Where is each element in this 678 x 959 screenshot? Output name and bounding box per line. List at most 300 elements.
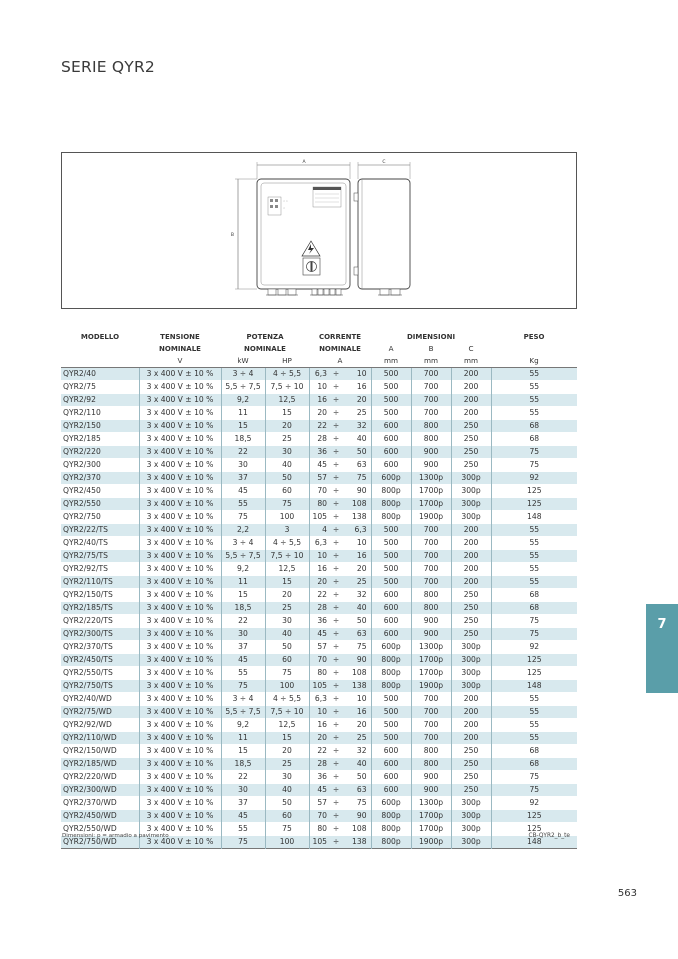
table-row (61, 563, 577, 576)
cell-power-hp: 15 (265, 407, 309, 420)
cell-model: QYR2/185 (61, 433, 139, 446)
cell-power-kw: 55 (221, 667, 265, 680)
cell-dim-c: 300p (451, 667, 491, 680)
cell-weight: 68 (491, 602, 577, 615)
cell-current-min: 6,3 (314, 694, 327, 703)
cell-dim-b: 800 (411, 589, 451, 602)
cell-dim-a: 500 (371, 719, 411, 732)
cell-dim-a: 500 (371, 706, 411, 719)
cell-voltage: 3 x 400 V ± 10 % (139, 758, 221, 771)
cell-current-sep: ÷ (332, 434, 340, 443)
cell-current-min: 10 (309, 550, 327, 563)
cell-weight: 55 (491, 706, 577, 719)
cell-weight: 75 (529, 616, 540, 625)
header-unit-hp: HP (265, 355, 309, 368)
cell-model: QYR2/40 (61, 368, 139, 381)
cell-dim-a: 800p (371, 511, 411, 524)
cell-power-hp: 4 ÷ 5,5 (265, 368, 309, 381)
cell-dim-c: 300p (451, 680, 491, 693)
cell-current-max: 25 (345, 407, 371, 420)
page-title: SERIE QYR2 (61, 58, 155, 76)
cell-dim-a: 600 (371, 589, 411, 602)
cell-weight: 75 (491, 784, 577, 797)
cell-dim-b: 1300p (411, 641, 451, 654)
cell-dim-b: 700 (411, 537, 451, 550)
cell-dim-a: 600 (371, 758, 411, 771)
cell-current-max: 75 (345, 472, 371, 485)
cell-power-hp: 40 (265, 628, 309, 641)
cell-voltage: 3 x 400 V ± 10 % (139, 589, 221, 602)
cell-power-kw: 3 ÷ 4 (221, 693, 265, 706)
cell-dim-b: 1700p (411, 823, 451, 836)
cell-power-kw: 30 (221, 459, 265, 472)
cell-current-sep: ÷ (327, 602, 345, 615)
table-row (61, 407, 577, 420)
cell-current-sep: ÷ (327, 524, 345, 537)
cell-weight: 68 (529, 746, 540, 755)
cell-dim-c: 300p (451, 498, 491, 511)
cell-weight: 125 (491, 810, 577, 823)
cell-dim-c: 250 (451, 602, 491, 615)
table-row (61, 719, 577, 732)
table-row (61, 550, 577, 563)
header-unit-mm-a: mm (371, 355, 411, 368)
cell-power-hp: 75 (265, 823, 309, 836)
cell-current-sep: ÷ (332, 668, 340, 677)
cell-dim-b: 900 (411, 771, 451, 784)
cell-dim-b: 900 (411, 459, 451, 472)
cell-dim-b: 800 (411, 758, 451, 771)
cell-model: QYR2/40/WD (61, 693, 139, 706)
cell-current-sep: ÷ (327, 498, 345, 511)
cell-dim-a: 500 (371, 537, 411, 550)
cell-dim-a: 600 (371, 771, 411, 784)
svg-text:⚬: ⚬ (283, 207, 286, 210)
cell-current-sep: ÷ (327, 784, 345, 797)
cell-dim-b: 700 (411, 368, 451, 381)
chapter-tab: 7 (646, 604, 678, 693)
table-row (61, 537, 577, 550)
header-unit-a: A (309, 355, 371, 368)
cell-weight: 55 (491, 576, 577, 589)
cell-power-hp: 20 (265, 589, 309, 602)
cell-power-kw: 18,5 (221, 433, 265, 446)
cell-dim-a: 600 (371, 459, 411, 472)
cell-weight: 92 (491, 472, 577, 485)
cell-model: QYR2/150/WD (61, 745, 139, 758)
cell-current-min: 28 (317, 434, 327, 443)
cell-weight: 92 (529, 798, 540, 807)
cell-weight: 148 (491, 680, 577, 693)
cell-current-max: 108 (345, 498, 371, 511)
cell-current-min: 45 (317, 460, 327, 469)
cell-dim-b: 900 (411, 784, 451, 797)
cell-current-min: 70 (309, 654, 327, 667)
cell-model: QYR2/300/TS (61, 628, 139, 641)
enclosure-drawing (62, 153, 578, 310)
cell-current-max: 63 (345, 459, 371, 472)
cell-current-max: 16 (345, 706, 371, 719)
cell-weight: 125 (527, 668, 542, 677)
cell-weight: 75 (491, 628, 577, 641)
cell-power-kw: 11 (221, 407, 265, 420)
cell-dim-c: 300p (451, 836, 491, 849)
cell-power-kw: 75 (221, 680, 265, 693)
cell-power-kw: 37 (221, 797, 265, 810)
cell-current-min: 22 (317, 590, 327, 599)
cell-dim-b: 800 (411, 420, 451, 433)
cell-power-kw: 45 (221, 485, 265, 498)
cell-dim-a: 500 (371, 550, 411, 563)
cell-dim-c: 300p (451, 511, 491, 524)
cell-power-kw: 15 (221, 745, 265, 758)
cell-power-hp: 4 ÷ 5,5 (265, 693, 309, 706)
table-row (61, 602, 577, 615)
cell-dim-c: 300p (451, 823, 491, 836)
cell-power-kw: 3 ÷ 4 (221, 537, 265, 550)
cell-current-sep: ÷ (327, 550, 345, 563)
cell-dim-c: 200 (451, 537, 491, 550)
cell-weight: 55 (529, 538, 540, 547)
cell-current-max: 10 (345, 693, 371, 706)
cell-model: QYR2/220/TS (61, 615, 139, 628)
cell-current-max: 40 (345, 433, 371, 446)
cell-power-hp: 20 (265, 420, 309, 433)
table-row (61, 758, 577, 771)
cell-voltage: 3 x 400 V ± 10 % (139, 563, 221, 576)
cell-power-hp: 15 (265, 732, 309, 745)
cell-power-kw: 18,5 (221, 602, 265, 615)
cell-voltage: 3 x 400 V ± 10 % (139, 524, 221, 537)
cell-dim-b: 1700p (411, 498, 451, 511)
cell-current-min: 22 (309, 420, 327, 433)
cell-current-sep: ÷ (332, 564, 340, 573)
cell-dim-c: 200 (451, 550, 491, 563)
cell-weight: 55 (491, 732, 577, 745)
cell-current-max: 40 (345, 602, 371, 615)
table-row (61, 511, 577, 524)
cell-current-max: 20 (345, 563, 371, 576)
cell-dim-b: 800 (411, 745, 451, 758)
cell-dim-a: 800p (371, 485, 411, 498)
cell-voltage: 3 x 400 V ± 10 % (139, 446, 221, 459)
table-row (61, 368, 577, 381)
cell-current-min: 22 (317, 746, 327, 755)
enclosure-side (358, 179, 410, 289)
cell-voltage: 3 x 400 V ± 10 % (139, 628, 221, 641)
code-reference: CB-QYR2_b_te (528, 833, 570, 839)
cell-power-hp: 100 (265, 511, 309, 524)
cell-weight: 75 (529, 772, 540, 781)
cell-dim-b: 700 (411, 576, 451, 589)
cell-current-sep: ÷ (332, 382, 340, 391)
cell-current-min: 16 (309, 394, 327, 407)
cell-current-min: 57 (317, 798, 327, 807)
cell-model: QYR2/370/WD (61, 797, 139, 810)
cell-weight: 75 (491, 446, 577, 459)
cell-weight: 92 (529, 642, 540, 651)
header-modello: MODELLO (80, 333, 120, 341)
cell-model: QYR2/92/TS (61, 563, 139, 576)
cell-current-sep: ÷ (332, 408, 340, 417)
cell-dim-a: 600p (371, 641, 411, 654)
cell-power-kw: 30 (221, 628, 265, 641)
cell-dim-c: 250 (451, 771, 491, 784)
cell-power-hp: 30 (265, 771, 309, 784)
header-unit-mm-b: mm (411, 355, 451, 368)
cell-power-hp: 100 (265, 836, 309, 849)
cell-weight: 68 (529, 590, 540, 599)
header-dim-a: A (388, 344, 394, 353)
cell-dim-a: 600 (371, 446, 411, 459)
cell-voltage: 3 x 400 V ± 10 % (139, 602, 221, 615)
cell-weight: 55 (529, 564, 540, 573)
table-row (61, 589, 577, 602)
cell-voltage: 3 x 400 V ± 10 % (139, 641, 221, 654)
cell-current-sep: ÷ (327, 446, 345, 459)
cell-voltage: 3 x 400 V ± 10 % (139, 771, 221, 784)
cell-model: QYR2/110 (61, 407, 139, 420)
cell-dim-c: 250 (451, 589, 491, 602)
cell-dim-a: 600 (371, 628, 411, 641)
cell-current-min: 36 (309, 446, 327, 459)
table-row (61, 797, 577, 810)
cell-weight: 55 (491, 550, 577, 563)
cell-dim-a: 500 (371, 407, 411, 420)
cell-current-max: 90 (345, 654, 371, 667)
cell-current-sep: ÷ (327, 420, 345, 433)
cell-power-hp: 50 (265, 641, 309, 654)
cell-model: QYR2/450/WD (61, 810, 139, 823)
cell-dim-c: 250 (451, 628, 491, 641)
table-row (61, 615, 577, 628)
cell-dim-c: 200 (451, 368, 491, 381)
cell-current-sep: ÷ (332, 824, 340, 833)
cell-current-max: 90 (345, 810, 371, 823)
cell-power-kw: 22 (221, 771, 265, 784)
cell-current-max: 32 (345, 420, 371, 433)
cell-current-max: 138 (345, 836, 371, 849)
cell-current-max: 25 (345, 576, 371, 589)
cell-dim-a: 500 (371, 368, 411, 381)
cell-voltage: 3 x 400 V ± 10 % (139, 511, 221, 524)
cell-voltage: 3 x 400 V ± 10 % (139, 498, 221, 511)
cell-weight: 55 (529, 720, 540, 729)
cell-current-max: 138 (345, 680, 371, 693)
cell-power-hp: 75 (265, 667, 309, 680)
cell-dim-c: 200 (451, 524, 491, 537)
cell-voltage: 3 x 400 V ± 10 % (139, 719, 221, 732)
header-tensione-sub: NOMINALE (159, 345, 201, 353)
cell-weight: 55 (491, 394, 577, 407)
cell-power-hp: 7,5 ÷ 10 (265, 550, 309, 563)
cell-voltage: 3 x 400 V ± 10 % (139, 836, 221, 849)
cell-model: QYR2/110/TS (61, 576, 139, 589)
cell-current-sep: ÷ (332, 486, 340, 495)
cell-dim-a: 500 (371, 563, 411, 576)
table-row (61, 381, 577, 394)
cell-model: QYR2/370/TS (61, 641, 139, 654)
cell-power-hp: 12,5 (265, 394, 309, 407)
cell-model: QYR2/92 (61, 394, 139, 407)
cell-current-min: 16 (317, 720, 327, 729)
cell-dim-a: 800p (371, 498, 411, 511)
cell-voltage: 3 x 400 V ± 10 % (139, 368, 221, 381)
cell-voltage: 3 x 400 V ± 10 % (139, 381, 221, 394)
cell-dim-a: 600p (371, 472, 411, 485)
cell-model: QYR2/370 (61, 472, 139, 485)
cell-current-min: 6,3 (314, 538, 327, 547)
cell-dim-c: 300p (451, 641, 491, 654)
cell-voltage: 3 x 400 V ± 10 % (139, 407, 221, 420)
table-row (61, 732, 577, 745)
cell-model: QYR2/40/TS (61, 537, 139, 550)
cell-current-sep: ÷ (327, 654, 345, 667)
cell-dim-c: 250 (451, 446, 491, 459)
svg-text:⚬ ⚬: ⚬ ⚬ (283, 200, 288, 203)
cell-power-hp: 7,5 ÷ 10 (265, 381, 309, 394)
cell-voltage: 3 x 400 V ± 10 % (139, 654, 221, 667)
cell-model: QYR2/450/TS (61, 654, 139, 667)
cell-power-kw: 9,2 (221, 719, 265, 732)
cell-power-kw: 2,2 (221, 524, 265, 537)
cell-model: QYR2/22/TS (61, 524, 139, 537)
header-potenza-sub: NOMINALE (244, 345, 286, 353)
cell-power-hp: 30 (265, 615, 309, 628)
cell-model: QYR2/185/WD (61, 758, 139, 771)
cell-current-min: 45 (309, 628, 327, 641)
cell-voltage: 3 x 400 V ± 10 % (139, 420, 221, 433)
cell-voltage: 3 x 400 V ± 10 % (139, 394, 221, 407)
table-row (61, 784, 577, 797)
cell-dim-b: 1300p (411, 472, 451, 485)
header-unit-kw: kW (221, 355, 265, 368)
cell-current-sep: ÷ (327, 732, 345, 745)
cell-current-sep: ÷ (327, 576, 345, 589)
table-row (61, 498, 577, 511)
cell-current-sep: ÷ (327, 706, 345, 719)
table-row (61, 680, 577, 693)
cell-current-max: 75 (345, 641, 371, 654)
cell-dim-c: 250 (451, 615, 491, 628)
cell-dim-c: 250 (451, 459, 491, 472)
cell-voltage: 3 x 400 V ± 10 % (139, 823, 221, 836)
cell-dim-b: 700 (411, 732, 451, 745)
cell-power-kw: 55 (221, 823, 265, 836)
cell-power-kw: 45 (221, 810, 265, 823)
cell-current-sep: ÷ (332, 694, 340, 703)
cell-current-sep: ÷ (332, 746, 340, 755)
cell-model: QYR2/750 (61, 511, 139, 524)
cell-current-max: 108 (345, 667, 371, 680)
cell-current-max: 50 (345, 615, 371, 628)
cell-current-max: 75 (345, 797, 371, 810)
header-peso: PESO (523, 333, 545, 341)
cell-power-kw: 30 (221, 784, 265, 797)
dim-c-label: C (382, 160, 386, 165)
cell-current-sep: ÷ (332, 642, 340, 651)
cell-dim-b: 700 (411, 407, 451, 420)
cell-dim-b: 1900p (411, 511, 451, 524)
cell-power-hp: 15 (265, 576, 309, 589)
cell-power-hp: 75 (265, 498, 309, 511)
cell-weight: 125 (491, 498, 577, 511)
table-body (61, 368, 577, 849)
cell-current-max: 16 (345, 550, 371, 563)
cell-current-min: 57 (309, 472, 327, 485)
cell-dim-b: 1700p (411, 667, 451, 680)
cell-current-min: 10 (309, 706, 327, 719)
cell-current-max: 63 (345, 628, 371, 641)
technical-drawing (61, 152, 577, 309)
cell-power-hp: 60 (265, 654, 309, 667)
cell-dim-a: 500 (371, 693, 411, 706)
cell-power-hp: 40 (265, 459, 309, 472)
cell-current-max: 20 (345, 719, 371, 732)
cell-current-sep: ÷ (332, 798, 340, 807)
cell-power-hp: 100 (265, 680, 309, 693)
cell-dim-c: 300p (451, 472, 491, 485)
cell-current-max: 32 (345, 589, 371, 602)
table-row (61, 394, 577, 407)
cell-weight: 55 (491, 368, 577, 381)
cell-dim-c: 200 (451, 563, 491, 576)
cell-power-hp: 30 (265, 446, 309, 459)
table-row (61, 420, 577, 433)
cell-dim-a: 800p (371, 654, 411, 667)
cell-current-min: 28 (309, 602, 327, 615)
cell-dim-b: 700 (411, 693, 451, 706)
cell-current-sep: ÷ (327, 472, 345, 485)
cell-voltage: 3 x 400 V ± 10 % (139, 550, 221, 563)
cell-current-max: 50 (345, 446, 371, 459)
cell-power-kw: 75 (221, 836, 265, 849)
cell-dim-c: 250 (451, 758, 491, 771)
table-row (61, 485, 577, 498)
cell-model: QYR2/75/TS (61, 550, 139, 563)
cell-dim-b: 700 (411, 719, 451, 732)
cell-current-sep: ÷ (332, 720, 340, 729)
cell-dim-a: 600 (371, 784, 411, 797)
cell-voltage: 3 x 400 V ± 10 % (139, 485, 221, 498)
cell-dim-b: 1900p (411, 680, 451, 693)
table-row (61, 576, 577, 589)
cell-current-min: 20 (309, 732, 327, 745)
cell-weight: 148 (527, 512, 542, 521)
cell-current-max: 90 (345, 485, 371, 498)
cell-dim-c: 250 (451, 784, 491, 797)
cell-current-min: 105 (309, 680, 327, 693)
cell-current-sep: ÷ (332, 616, 340, 625)
cell-current-sep: ÷ (332, 538, 340, 547)
cell-dim-c: 300p (451, 810, 491, 823)
cell-weight: 125 (527, 486, 542, 495)
cell-dim-b: 700 (411, 706, 451, 719)
cell-dim-a: 800p (371, 680, 411, 693)
cell-voltage: 3 x 400 V ± 10 % (139, 810, 221, 823)
cell-weight: 125 (491, 654, 577, 667)
table-row (61, 524, 577, 537)
cell-current-min: 105 (309, 836, 327, 849)
cell-dim-b: 700 (411, 381, 451, 394)
cell-power-hp: 60 (265, 810, 309, 823)
table-row (61, 628, 577, 641)
cell-voltage: 3 x 400 V ± 10 % (139, 745, 221, 758)
cell-power-kw: 45 (221, 654, 265, 667)
header-corrente: CORRENTE (318, 333, 362, 341)
cell-power-kw: 22 (221, 615, 265, 628)
header-dim-c: C (468, 344, 474, 353)
